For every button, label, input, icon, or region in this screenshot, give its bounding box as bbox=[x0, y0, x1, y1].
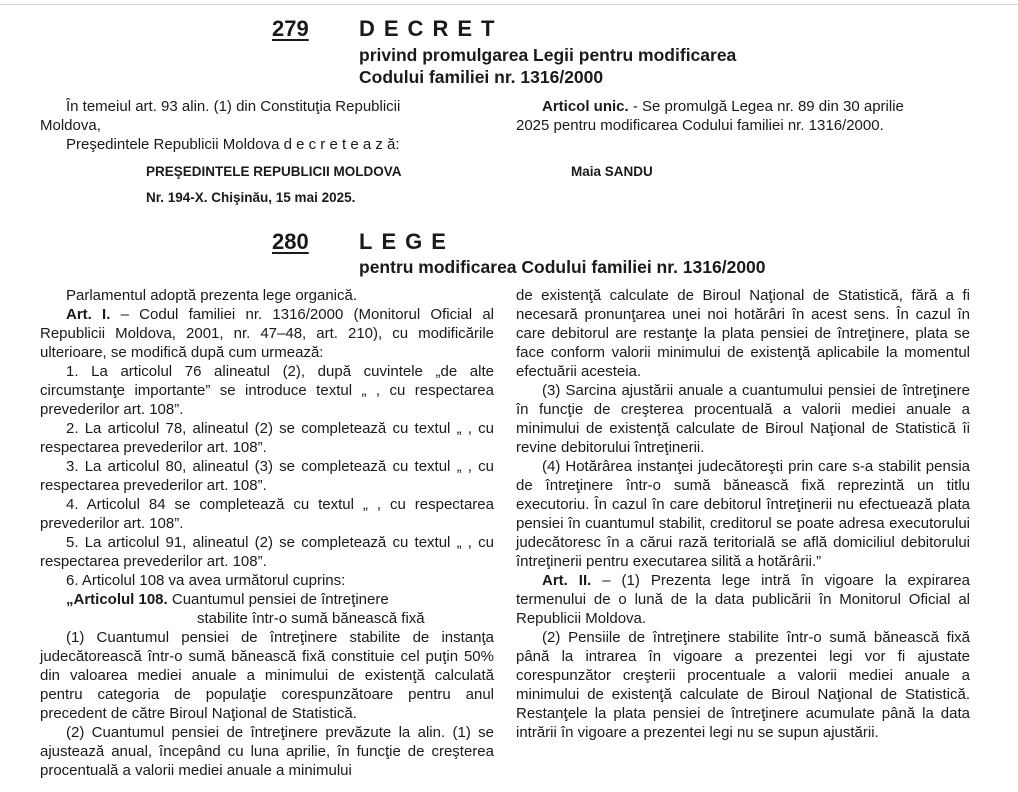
decree-basis-line2: Moldova, bbox=[40, 117, 101, 134]
art-2-para-2: (2) Pensiile de întreţinere stabilite într-o sumă bănească fixă până la intrarea în vigoare a prezentei legi vor fi ajustate corespunzător creşterii procentuale a valorii mediei anuale a minimului de existenţă calculate de Biroul Naţional de Statistică. Restanţele la plata pensiei de întreţinere acumulate până la data intrării în vigoare a prezentei legi nu se supun ajustării. bbox=[516, 629, 970, 741]
article-unic-line1 bbox=[516, 97, 970, 116]
art-2 bbox=[516, 571, 970, 628]
president-text: Preşedintele Republicii Moldova bbox=[66, 136, 280, 153]
art-108-para-3: (3) Sarcina ajustării anuale a cuantumului pensiei de întreţinere în funcţie de creşterea procentuală a valorii mediei anuale a minimului de existenţă calculate de Biroul Naţional de Statistică îi revine debitorului întreţinerii. bbox=[516, 382, 970, 456]
article-unic-text: - Se promulgă Legea nr. 89 din 30 aprilie bbox=[628, 98, 904, 115]
art-108-label: „Articolul 108. bbox=[66, 591, 168, 608]
art-108-title-line2: stabilite într-o sumă bănească fixă bbox=[197, 610, 425, 627]
art-108-heading bbox=[40, 590, 494, 609]
top-rule bbox=[0, 4, 1018, 5]
signer-title: PREŞEDINTELE REPUBLICII MOLDOVA bbox=[146, 164, 402, 179]
decree-title: DECRET bbox=[359, 16, 504, 41]
item-3: 3. La articolul 80, alineatul (3) se completează cu textul „ , cu respectarea prevederilor art. 108”. bbox=[40, 458, 494, 494]
art-108-title-line1: Cuantumul pensiei de întreţinere bbox=[167, 591, 389, 608]
law-title: LEGE bbox=[359, 229, 455, 254]
art-108-para-2: (2) Cuantumul pensiei de întreţinere prevăzute la alin. (1) se ajustează anual, începând cu luna aprilie, în funcţie de creşterea procentuală a valorii mediei anuale a minimului bbox=[40, 724, 494, 779]
decree-president-line bbox=[40, 135, 494, 154]
art-108-para-1: (1) Cuantumul pensiei de întreţinere stabilite de instanţa judecătorească într-o sumă bănească fixă constituie cel puţin 50% din valoarea mediei anuale a minimului de existenţă calculată pentru categoria de populaţie corespunzătoare pentru anul precedent de către Biroul Naţional de Statistică. bbox=[40, 629, 494, 722]
item-2: 2. La articolul 78, alineatul (2) se completează cu textul „ , cu respectarea prevederilor art. 108”. bbox=[40, 420, 494, 456]
signer-name: Maia SANDU bbox=[571, 164, 653, 179]
law-subtitle: pentru modificarea Codului familiei nr. 1316/2000 bbox=[359, 257, 766, 277]
art-1 bbox=[40, 305, 494, 362]
item-5: 5. La articolul 91, alineatul (2) se completează cu textul „ , cu respectarea prevederilor art. 108”. bbox=[40, 534, 494, 570]
law-number: 280 bbox=[272, 229, 309, 254]
article-unic-line2: 2025 pentru modificarea Codului familiei nr. 1316/2000. bbox=[516, 117, 884, 134]
art-2-text: – (1) Prezenta lege intră în vigoare la expirarea termenului de o lună de la data publicării în Monitorul Oficial al Republicii Moldova. bbox=[516, 572, 970, 627]
decree-article bbox=[516, 97, 970, 135]
decree-subtitle-line2: Codului familiei nr. 1316/2000 bbox=[359, 67, 604, 87]
art-1-label: Art. I. bbox=[66, 306, 111, 323]
item-6: 6. Articolul 108 va avea următorul cuprins: bbox=[66, 572, 346, 589]
article-unic-label: Articol unic. bbox=[542, 98, 629, 115]
decree-basis-line1: În temeiul art. 93 alin. (1) din Constituţia Republicii bbox=[66, 98, 401, 115]
law-left-column bbox=[40, 286, 494, 780]
item-4: 4. Articolul 84 se completează cu textul „ , cu respectarea prevederilor art. 108”. bbox=[40, 496, 494, 532]
art-1-text: – Codul familiei nr. 1316/2000 (Monitorul Oficial al Republicii Moldova, 2001, nr. 47–48, art. 210), cu modificările ulterioare, se modifică după cum urmează: bbox=[40, 306, 494, 361]
decree-subtitle-line1: privind promulgarea Legii pentru modificarea bbox=[359, 45, 737, 65]
decree-left-block bbox=[40, 97, 494, 154]
decreteaza-text: d e c r e t e a z ă: bbox=[283, 136, 400, 153]
law-intro: Parlamentul adoptă prezenta lege organică. bbox=[66, 287, 358, 304]
art-108-para-2-cont: de existenţă calculate de Biroul Naţional de Statistică, fără a fi necesară pronunţarea unei noi hotărâri în acest sens. În cazul în care debitorul are restanţe la plata pensiei de întreţinere, plata se face conform valorii minimului de existenţă aplicabile la momentul efectuării acesteia. bbox=[516, 287, 970, 380]
item-1: 1. La articolul 76 alineatul (2), după cuvintele „de alte circumstanţe importante” se introduce textul „ , cu respectarea prevederilor art. 108”. bbox=[40, 363, 494, 418]
law-right-column bbox=[516, 286, 970, 742]
decree-number: 279 bbox=[272, 16, 309, 41]
art-108-para-4: (4) Hotărârea instanţei judecătoreşti prin care s-a stabilit pensia de întreţinere într-o sumă bănească fixă reprezintă un titlu executoriu. În cazul în care debitorul întreţinerii nu efectuează plata pensiei în cuantumul stabilit, creditorul se poate adresa executorului judecătoresc în a cărui rază teritorială se află domiciliul debitorului întreţinerii pentru executarea silită a hotărârii.” bbox=[516, 458, 970, 570]
art-2-label: Art. II. bbox=[542, 572, 592, 589]
decree-reference: Nr. 194-X. Chişinău, 15 mai 2025. bbox=[146, 190, 356, 205]
